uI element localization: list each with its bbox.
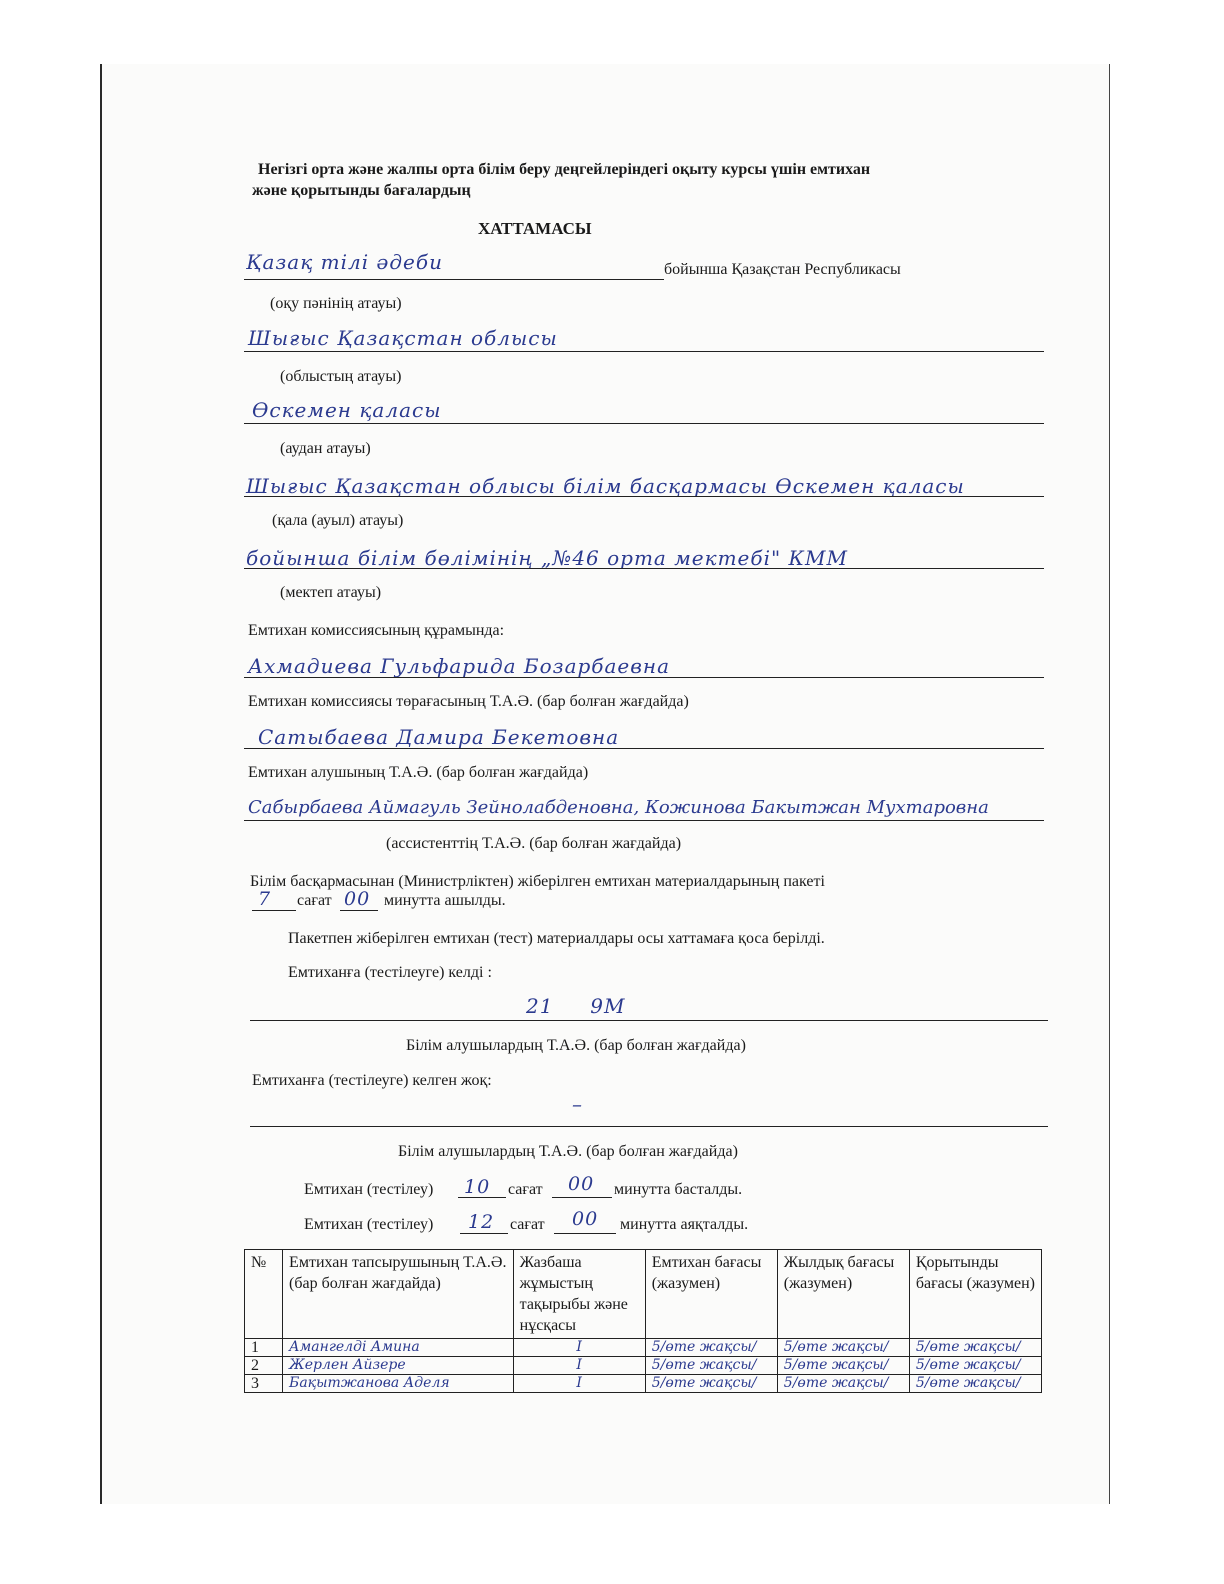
commission-intro: Емтихан комиссиясының құрамында: [248, 622, 505, 639]
row-number: 1 [245, 1339, 283, 1357]
assistant-caption: (ассистенттің Т.А.Ә. (бар болған жағдайда) [386, 835, 682, 852]
absent-caption: Білім алушылардың Т.А.Ә. (бар болған жағдайда) [398, 1143, 738, 1160]
region-caption: (облыстың атауы) [280, 368, 402, 385]
absent-underline [250, 1126, 1048, 1127]
title-line-1: Негізгі орта және жалпы орта білім беру деңгейлеріндегі оқыту курсы үшін емтихан [258, 161, 871, 178]
final-grade: 5/өте жақсы/ [909, 1357, 1041, 1375]
start-prefix: Емтихан (тестілеу) [304, 1181, 434, 1198]
district-value: Өскемен қаласы [252, 398, 442, 422]
package-minute-value: 00 [344, 888, 371, 910]
header-topic: Жазбаша жұмыстың тақырыбы және нұсқасы [513, 1250, 645, 1339]
student-name: Жерлен Айзере [283, 1357, 514, 1375]
grades-table [244, 1249, 1042, 1393]
school-value: бойынша білім бөлімінің „№46 орта мектебі" КММ [246, 546, 848, 570]
header-final-grade: Қорытынды бағасы (жазумен) [909, 1250, 1041, 1339]
city-value: Шығыс Қазақстан облысы білім басқармасы Өскемен қаласы [246, 474, 965, 498]
came-label: Емтиханға (тестілеуге) келді : [288, 964, 492, 981]
paper-edge [100, 64, 102, 1504]
package-attached-text: Пакетпен жіберілген емтихан (тест) материалдары осы хаттамаға қоса берілді. [288, 930, 825, 947]
examiner-underline [244, 748, 1044, 749]
end-minute: 00 [572, 1208, 599, 1230]
start-suffix: минутта басталды. [614, 1181, 743, 1198]
city-caption: (қала (ауыл) атауы) [272, 512, 404, 529]
header-student-name: Емтихан тапсырушының Т.А.Ә. (бар болған жағдайда) [283, 1250, 514, 1339]
subject-caption: (оқу пәнінің атауы) [270, 295, 402, 312]
table-row [245, 1357, 1042, 1375]
region-underline [244, 351, 1044, 352]
header-annual-grade: Жылдық бағасы (жазумен) [777, 1250, 909, 1339]
chair-value: Ахмадиева Гульфарида Бозарбаевна [248, 654, 671, 678]
title-line-2: және қорытынды бағалардың [252, 182, 471, 199]
subject-value: Қазақ тілі әдеби [246, 250, 443, 274]
district-underline [244, 423, 1044, 424]
end-minute-underline [554, 1233, 616, 1234]
package-hour-value: 7 [258, 888, 272, 910]
header-number: № [245, 1250, 283, 1339]
annual-grade: 5/өте жақсы/ [777, 1339, 909, 1357]
examiner-caption: Емтихан алушының Т.А.Ә. (бар болған жағдайда) [248, 764, 589, 781]
package-hour-label: сағат [297, 892, 332, 909]
topic-variant: I [513, 1339, 645, 1357]
package-minute-underline [340, 910, 378, 911]
assistant-value: Сабырбаева Аймагуль Зейнолабденовна, Кожинова Бакытжан Мухтаровна [248, 797, 989, 818]
assistant-underline [244, 820, 1044, 821]
package-minute-label: минутта ашылды. [384, 892, 506, 909]
came-caption: Білім алушылардың Т.А.Ә. (бар болған жағдайда) [406, 1037, 746, 1054]
final-grade: 5/өте жақсы/ [909, 1339, 1041, 1357]
exam-grade: 5/өте жақсы/ [645, 1375, 777, 1393]
annual-grade: 5/өте жақсы/ [777, 1357, 909, 1375]
exam-grade: 5/өте жақсы/ [645, 1339, 777, 1357]
start-hour: 10 [464, 1176, 491, 1198]
end-prefix: Емтихан (тестілеу) [304, 1216, 434, 1233]
chair-underline [244, 677, 1044, 678]
district-caption: (аудан атауы) [280, 440, 371, 457]
annual-grade: 5/өте жақсы/ [777, 1375, 909, 1393]
end-hour-label: сағат [510, 1216, 545, 1233]
absent-label: Емтиханға (тестілеуге) келген жоқ: [252, 1072, 492, 1089]
start-hour-underline [458, 1197, 506, 1198]
start-minute-underline [552, 1197, 612, 1198]
end-hour: 12 [468, 1211, 495, 1233]
school-underline [244, 568, 1044, 569]
exam-grade: 5/өте жақсы/ [645, 1357, 777, 1375]
final-grade: 5/өте жақсы/ [909, 1375, 1041, 1393]
row-number: 2 [245, 1357, 283, 1375]
region-value: Шығыс Қазақстан облысы [248, 326, 558, 350]
came-underline [250, 1020, 1048, 1021]
student-name: Амангелді Амина [283, 1339, 514, 1357]
end-suffix: минутта аяқталды. [620, 1216, 749, 1233]
start-hour-label: сағат [508, 1181, 543, 1198]
came-value: 21 9М [526, 994, 626, 1018]
table-header-row [245, 1250, 1042, 1339]
row-number: 3 [245, 1375, 283, 1393]
subject-suffix: бойынша Қазақстан Республикасы [664, 261, 901, 278]
school-caption: (мектеп атауы) [280, 584, 382, 601]
table-row [245, 1339, 1042, 1357]
end-hour-underline [460, 1233, 508, 1234]
header-exam-grade: Емтихан бағасы (жазумен) [645, 1250, 777, 1339]
topic-variant: I [513, 1357, 645, 1375]
city-underline [244, 496, 1044, 497]
student-name: Бақытжанова Аделя [283, 1375, 514, 1393]
absent-value: – [572, 1092, 583, 1116]
examiner-value: Сатыбаева Дамира Бекетовна [258, 725, 620, 749]
package-text: Білім басқармасынан (Министрліктен) жіберілген емтихан материалдарының пакеті [250, 873, 825, 890]
start-minute: 00 [568, 1173, 595, 1195]
topic-variant: I [513, 1375, 645, 1393]
package-hour-underline [252, 910, 296, 911]
table-row [245, 1375, 1042, 1393]
protocol-title: ХАТТАМАСЫ [478, 219, 592, 238]
chair-caption: Емтихан комиссиясы төрағасының Т.А.Ә. (бар болған жағдайда) [248, 693, 689, 710]
subject-underline [244, 279, 664, 280]
